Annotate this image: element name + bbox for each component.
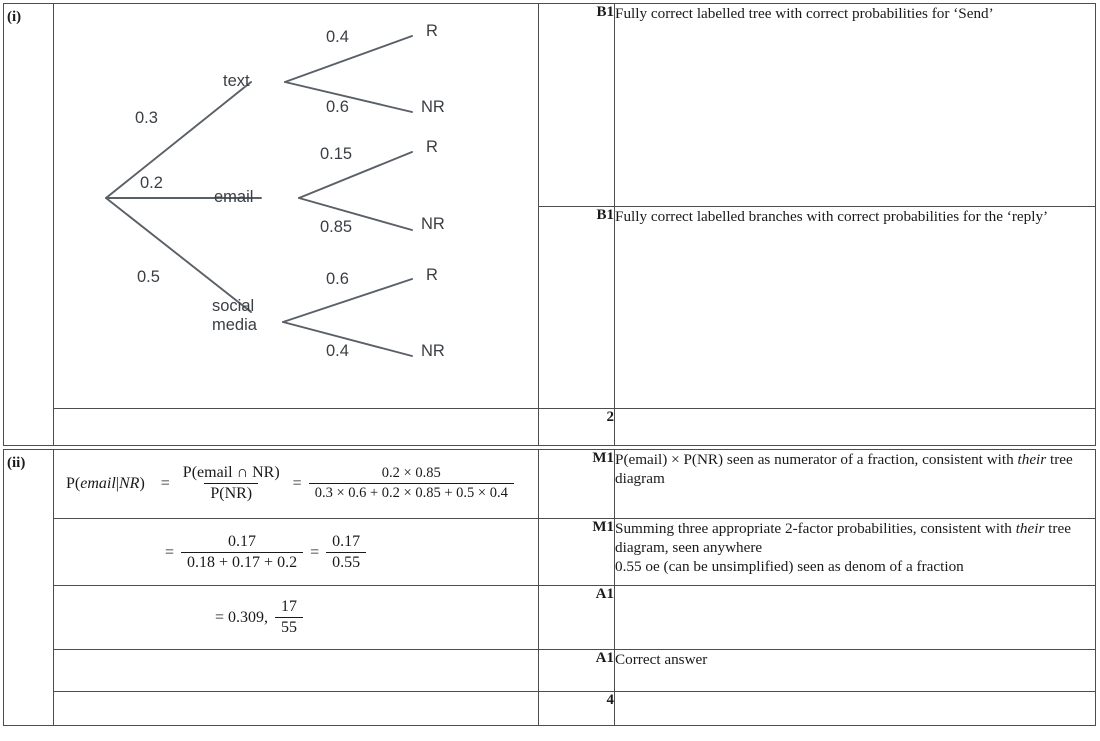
final-answer-expression	[54, 586, 538, 649]
note-m1-a: P(email) × P(NR) seen as numerator of a fraction, consistent with their tree diagram	[615, 450, 1096, 519]
prob-text-nr: 0.6	[326, 98, 349, 116]
branch-root-social	[106, 198, 251, 312]
fraction-numerator: 17	[281, 598, 298, 615]
tree-branches-svg	[54, 4, 539, 408]
prob-text: 0.3	[135, 109, 158, 127]
equals-sign-1: =	[165, 543, 175, 561]
table-row	[4, 4, 1096, 207]
answer-decimal: = 0.309,	[215, 608, 269, 626]
tree-diagram-cell	[54, 4, 539, 409]
table-row	[4, 450, 1096, 519]
mark-m1-a: M1	[539, 450, 615, 519]
note-b1-b: Fully correct labelled branches with correct probabilities for the ‘reply’	[615, 206, 1096, 409]
table-row	[4, 586, 1096, 650]
prob-email-r: 0.15	[320, 145, 353, 163]
prob-email: 0.2	[140, 174, 163, 192]
empty-work-cell-i	[54, 409, 539, 446]
probability-tree-diagram	[54, 4, 539, 408]
fraction-sum-form	[181, 533, 303, 572]
node-label-text: text	[223, 72, 250, 90]
node-label-social-line2: media	[212, 316, 257, 334]
mark-m1-b: M1	[539, 519, 615, 586]
mark-total-ii: 4	[539, 692, 615, 726]
part-label-i: (i)	[7, 9, 22, 25]
part-label-cell-ii	[4, 450, 54, 726]
prob-email-nr: 0.85	[320, 218, 353, 236]
node-label-email: email	[214, 188, 254, 206]
empty-note-cell-a1a	[615, 586, 1096, 650]
note-m1-b: Summing three appropriate 2-factor probabilities, consistent with their tree diagram, seen anywhere 0.55 oe (can be unsimplified) seen as denom of a fraction	[615, 519, 1096, 586]
node-social-nr: NR	[421, 342, 445, 360]
prob-social: 0.5	[137, 268, 160, 286]
marking-scheme-table	[3, 3, 1096, 726]
mark-total-i: 2	[539, 409, 615, 446]
node-text-nr: NR	[421, 98, 445, 116]
branch-root-text	[106, 82, 251, 198]
fraction-denominator: 0.3 × 0.6 + 0.2 × 0.85 + 0.5 × 0.4	[309, 483, 514, 502]
fraction-denominator: 0.18 + 0.17 + 0.2	[181, 552, 303, 572]
equals-sign-2: =	[292, 474, 302, 492]
empty-note-cell-i	[615, 409, 1096, 446]
node-social-r: R	[426, 266, 438, 284]
prob-text-r: 0.4	[326, 28, 349, 46]
table-row	[4, 650, 1096, 692]
branch-email-nr	[299, 198, 412, 230]
part-label-cell-i	[4, 4, 54, 446]
fraction-reduced-form	[326, 533, 366, 572]
part-label-ii: (ii)	[7, 455, 26, 471]
mark-a1-a: A1	[539, 586, 615, 650]
mark-a1-b: A1	[539, 650, 615, 692]
lhs-expression: P(email|NR)	[66, 474, 145, 492]
work-cell-line1	[54, 450, 539, 519]
node-label-social-line1: social	[212, 297, 255, 315]
note-a1-b: Correct answer	[615, 650, 1096, 692]
work-cell-line2	[54, 519, 539, 586]
fraction-denominator: 0.55	[326, 552, 366, 572]
conditional-probability-expression	[54, 450, 538, 518]
table-row	[4, 519, 1096, 586]
node-email-nr: NR	[421, 215, 445, 233]
fraction-denominator: 55	[275, 617, 303, 637]
empty-work-cell-a1b	[54, 650, 539, 692]
fraction-numerator: 0.17	[332, 533, 361, 550]
fraction-numeric	[309, 465, 514, 502]
prob-social-nr: 0.4	[326, 342, 349, 360]
simplified-fraction-expression	[54, 519, 538, 585]
empty-work-cell-total	[54, 692, 539, 726]
equals-sign-1: =	[160, 474, 170, 492]
fraction-numerator: P(email ∩ NR)	[182, 464, 280, 481]
branch-email-r	[299, 152, 412, 198]
prob-social-r: 0.6	[326, 270, 349, 288]
answer-fraction	[275, 598, 303, 637]
fraction-numerator: 0.17	[228, 533, 257, 550]
fraction-denominator: P(NR)	[204, 483, 258, 503]
note-b1-a: Fully correct labelled tree with correct probabilities for ‘Send’	[615, 4, 1096, 207]
table-row-total-ii	[4, 692, 1096, 726]
mark-b1-a: B1	[539, 4, 615, 207]
work-cell-line3	[54, 586, 539, 650]
node-text-r: R	[426, 22, 438, 40]
node-email-r: R	[426, 138, 438, 156]
equals-sign-2: =	[310, 543, 320, 561]
fraction-numerator: 0.2 × 0.85	[381, 465, 441, 481]
mark-b1-b: B1	[539, 206, 615, 409]
fraction-symbolic	[177, 464, 286, 503]
empty-note-cell-total	[615, 692, 1096, 726]
table-row-total-i	[4, 409, 1096, 446]
